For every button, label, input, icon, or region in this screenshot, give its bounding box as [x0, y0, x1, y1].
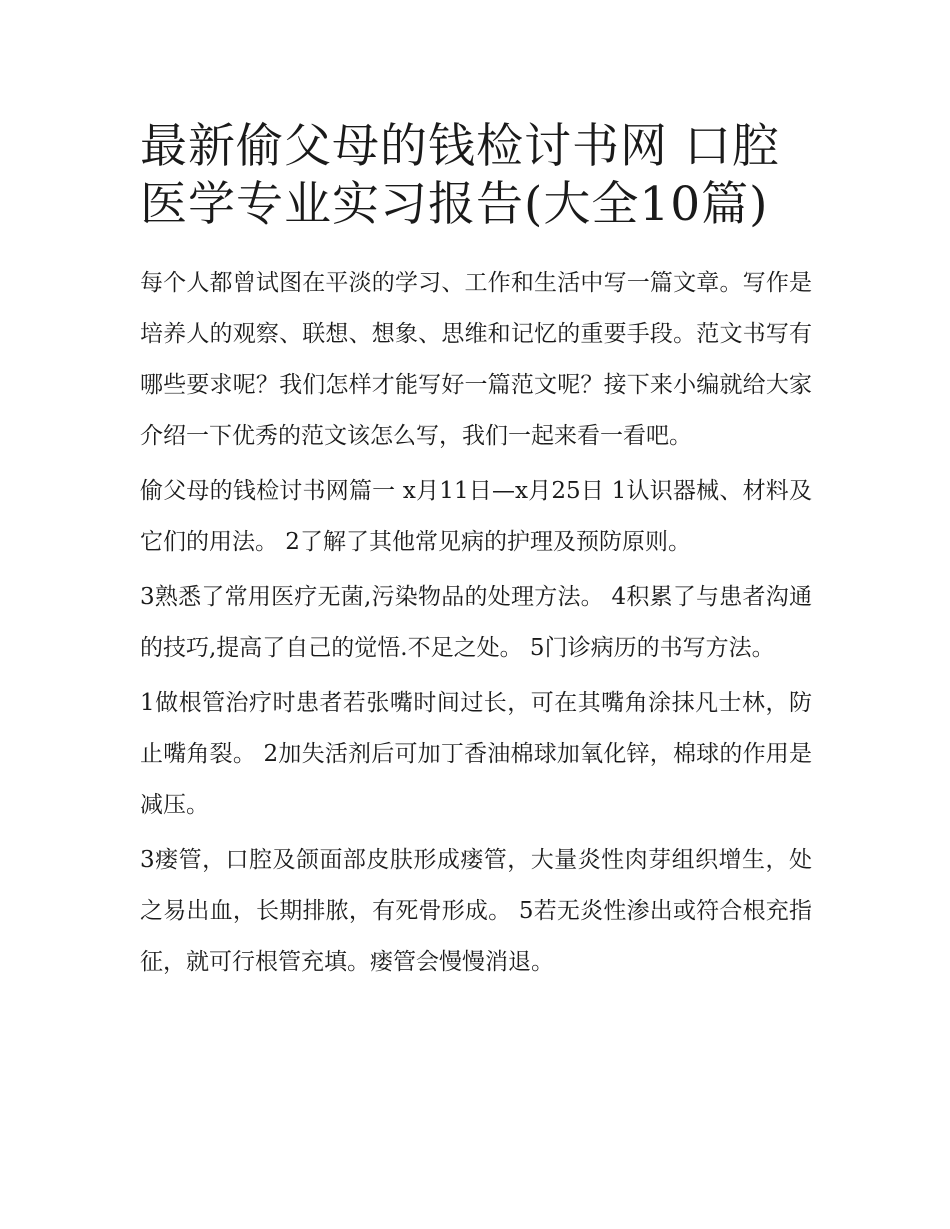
paragraph-intro: 每个人都曾试图在平淡的学习、工作和生活中写一篇文章。写作是培养人的观察、联想、想象、思维和记忆的重要手段。范文书写有哪些要求呢？我们怎样才能写好一篇范文呢？接下来小编就给大家介绍一下优秀的范文该怎么写，我们一起来看一看吧。 — [140, 270, 812, 449]
document-body — [140, 118, 812, 992]
document-title: 最新偷父母的钱检讨书网 口腔医学专业实习报告(大全10篇) — [140, 119, 780, 232]
paragraph-4: 3瘘管，口腔及颌面部皮肤形成瘘管，大量炎性肉芽组织增生，处之易出血，长期排脓，有死骨形成。 5若无炎性渗出或符合根充指征，就可行根管充填。瘘管会慢慢消退。 — [140, 847, 812, 975]
paragraph-2: 3熟悉了常用医疗无菌,污染物品的处理方法。 4积累了与患者沟通的技巧,提高了自己的觉悟.不足之处。 5门诊病历的书写方法。 — [140, 584, 812, 661]
paragraph-3: 1做根管治疗时患者若张嘴时间过长，可在其嘴角涂抹凡士林，防止嘴角裂。 2加失活剂后可加丁香油棉球加氧化锌，棉球的作用是减压。 — [140, 690, 812, 818]
paragraph-1: 偷父母的钱检讨书网篇一 x月11日—x月25日 1认识器械、材料及它们的用法。 2了解了其他常见病的护理及预防原则。 — [140, 478, 812, 555]
